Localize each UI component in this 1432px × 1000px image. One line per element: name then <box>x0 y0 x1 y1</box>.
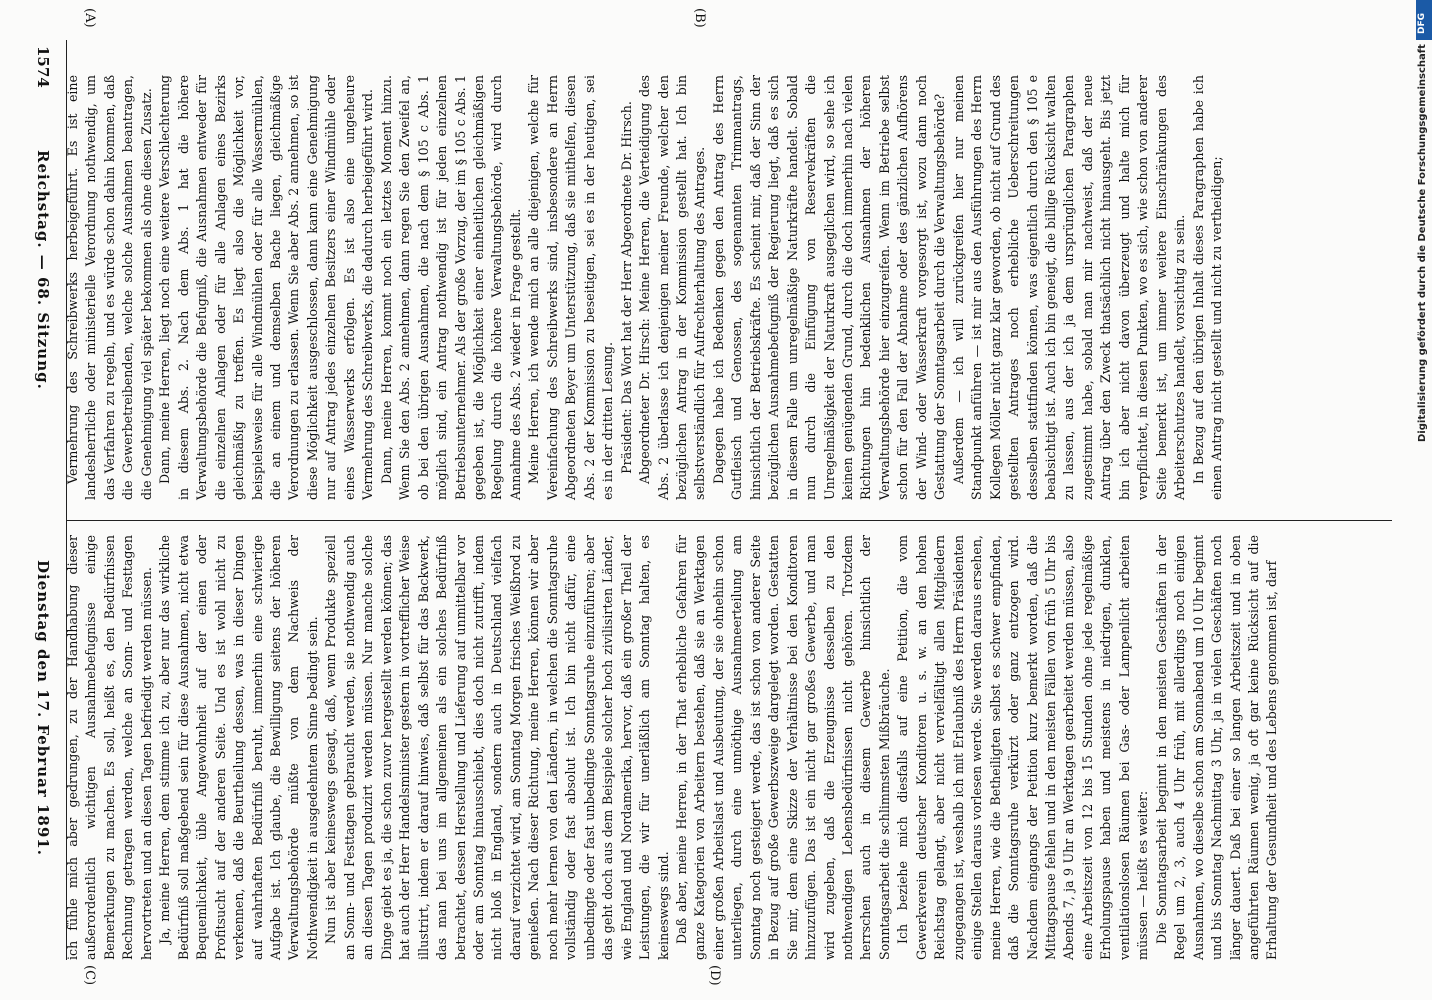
dfg-logo-band <box>1416 0 1432 40</box>
left-column-paragraph: Dagegen habe ich Bedenken gegen den Antrag des Herrn Gutfleisch und Genossen, des sogenannten Trimmantrags, hinsichtlich der Betriebskräfte. Es scheint mir, daß der Sinn der bezüglichen Ausnahmebefugniß der Regierung liegt, daß es sich in diesem Falle um unregelmäßige Naturkräfte handelt. Sobald nun durch die Einfügung von Reservekräften die Unregelmäßigkeit der Naturkraft ausgeglichen wird, so sehe ich keinen genügenden Grund, durch die doch immerhin nach vielen Richtungen hin bedenklichen Ausnahmen der höheren Verwaltungsbehörde hier einzugreifen. Wenn im Betriebe selbst schon für den Fall der Abnahme oder des gänzlichen Aufhörens der Wind- oder Wasserkraft vorgesorgt ist, wozu dann noch Gestattung der Sonntagsarbeit durch die Verwaltungsbehörde? <box>710 75 948 500</box>
left-column <box>64 75 1394 500</box>
right-column-paragraph: ich fühle mich aber gedrungen, zu der Handhabung dieser außerordentlich wichtigen Ausnahmebefugnisse einige Bemerkungen zu machen. Es soll, heißt es, den Bedürfnissen Rechnung getragen werden, welche an Sonn- und Festtagen hervortreten und an diesen Tagen befriedigt werden müssen. <box>65 535 154 960</box>
left-column-paragraph: In Bezug auf den übrigen Inhalt dieses Paragraphen habe ich einen Antrag nicht gestellt und nicht zu vertheidigen; <box>1190 75 1225 500</box>
left-column-paragraph: Abgeordneter Dr. Hirsch: Meine Herren, die Verteidigung des Abs. 2 überlasse ich denjenigen meiner Freunde, welcher den bezüglichen Antrag in der Kommission gestellt hat. Ich bin selbstverständlich für Aufrechterhaltung des Antrages. <box>637 75 708 500</box>
right-column-paragraph: Daß aber, meine Herren, in der That erhebliche Gefahren für ganze Kategorien von Arbeitern bestehen, daß sie an Werktagen einer großen Arbeitslast und Ausbeutung, der sie ohnehin schon unterliegen, durch eine unnöthige Ausnahmeerteilung am Sonntag noch gesteigert werde, das ist schon von anderer Seite in Bezug auf große Gewerbszweige dargelegt worden. Gestatten Sie mir, dem eine Skizze der Verhältnisse bei den Konditoren hinzuzufügen. Das ist ein nicht gar großes Gewerbe, und man wird zugeben, daß die Erzeugnisse desselben zu den nothwendigen Lebensbedürfnissen nicht gehören. Trotzdem herrschen auch in diesem Gewerbe hinsichtlich der Sonntagsarbeit die schlimmsten Mißbräuche. <box>673 535 892 960</box>
running-head-left: Reichstag. — 68. Sitzung. <box>34 150 52 390</box>
margin-mark-d: (D) <box>707 965 722 986</box>
left-column-paragraph: Außerdem — ich will zurückgreifen hier nur meinen Standpunkt anführen — ist mir aus den Ausführungen des Herrn Kollegen Möller nicht ganz klar geworden, ob nicht auf Grund des gestellten Antrages noch erhebliche Ueberschreitungen desselben stattfinden können, was eigentlich durch den § 105 e beabsichtigt ist. Auch ich bin geneigt, die billige Rücksicht walten zu lassen, aus der ich ja dem ursprünglichen Paragraphen zugestimmt habe, sobald man mir nachweist, daß der neue Antrag über den Zweck thatsächlich nicht hinausgeht. Bis jetzt bin ich aber nicht davon überzeugt und halte mich für verpflichtet, in diesen Punkten, wo es sich, wie schon von anderer Seite bemerkt ist, um immer weitere Einschränkungen des Arbeiterschutzes handelt, vorsichtig zu sein. <box>950 75 1188 500</box>
right-column-paragraph: Nun ist aber keineswegs gesagt, daß, wenn Produkte speziell an Sonn- und Festtagen gebraucht werden, sie nothwendig auch an diesen Tagen produzirt werden müssen. Nur manche solche Dinge giebt es ja, die schon zuvor hergestellt werden können; das hat auch der Herr Handelsminister gestern in vortrefflicher Weise illustrirt, indem er darauf hinwies, daß selbst für das Backwerk, das man bei uns im allgemeinen als ein solches Bedürfniß betrachtet, dessen Herstellung und Lieferung auf unmittelbar vor oder am Sonntag hinausschiebt, dies doch nicht zutrifft, indem nicht bloß in England, sondern auch in Deutschland vielfach darauf verzichtet wird, am Sonntag Morgen frisches Weißbrod zu genießen. Nach dieser Richtung, meine Herren, können wir aber noch mehr lernen von den Ländern, in welchen die Sonntagsruhe vollständig oder fast absolut ist. Ich bin nicht dafür, eine unbedingte oder fast unbedingte Sonntagsruhe einzuführen; aber das geht doch aus dem Beispiele solcher hoch zivilisirten Länder, wie England und Nordamerika, hervor, daß ein großer Theil der Leistungen, die wir für unerläßlich am Sonntag halten, es keineswegs sind. <box>323 535 671 960</box>
margin-mark-b: (B) <box>692 8 707 28</box>
page-number: 1574 <box>34 46 52 88</box>
dfg-logo: DFG <box>1417 12 1427 34</box>
left-column-paragraph: Meine Herren, ich wende mich an alle diejenigen, welche für Vereinfachung des Schreibwerks sind, insbesondere an Herrn Abgeordneten Beyer um Unterstützung, daß sie mithelfen, diesen Abs. 2 der Kommission zu beseitigen, sei es in der heutigen, sei es in der dritten Lesung. <box>526 75 616 500</box>
margin-mark-c: (C) <box>82 965 97 986</box>
running-head-right: Dienstag den 17. Februar 1891. <box>34 560 52 856</box>
dfg-funding-notice: Digitalisierung gefördert durch die Deutsche Forschungsgemeinschaft <box>1417 44 1428 442</box>
left-column-paragraph: Dann, meine Herren, kommt noch ein letztes Moment hinzu. Wenn Sie den Abs. 2 annehmen, dann regen Sie den Zweifel an, ob bei den übrigen Ausnahmen, die nach dem § 105 c Abs. 1 möglich sind, ein Antrag nothwendig ist für jeden einzelnen Betriebsunternehmer. Als der große Vorzug, der im § 105 c Abs. 1 gegeben ist, die Möglichkeit einer einheitlichen gleichmäßigen Regelung durch die höhere Verwaltungsbehörde, wird durch Annahme des Abs. 2 wieder in Frage gestellt. <box>378 75 523 500</box>
left-column-paragraph: Vermehrung des Schreibwerks herbeigeführt. Es ist eine landesherrliche oder ministerielle Verordnung nothwendig, um das Verfahren zu regeln, und es würde schon dahin kommen, daß die Gewerbetreibenden, welche solche Ausnahmen beantragen, die Genehmigung viel später bekommen als ohne diesen Zusatz. <box>65 75 154 500</box>
dfg-sidebar <box>1416 0 1432 1000</box>
right-column-paragraph: Ich beziehe mich diesfalls auf eine Petition, die vom Gewerkverein deutscher Konditoren u. s. w. an den hohen Reichstag gelangt, aber nicht vervielfältigt allen Mitgliedern zugegangen ist, weshalb ich mit Erlaubniß des Herrn Präsidenten einige Stellen daraus vorlesen werde. Sie werden daraus ersehen, meine Herren, wie die Betheiligten selbst es schwer empfinden, daß die Sonntagsruhe verkürzt oder ganz entzogen wird. Nachdem eingangs der Petition kurz bemerkt worden, daß die Mittagspause fehlen und in den meisten Fällen von früh 5 Uhr bis Abends 7, ja 9 Uhr an Werktagen gearbeitet werden müssen, also eine Arbeitszeit von 12 bis 15 Stunden ohne jede regelmäßige Erholungspause haben und meistens in niedrigen, dunklen, ventilationslosen Räumen bei Gas- oder Lampenlicht arbeiten müssen — heißt es weiter: <box>895 535 1151 960</box>
column-divider <box>67 520 1392 521</box>
left-column-paragraph: Dann, meine Herren, liegt noch eine weitere Verschlechterung in diesem Abs. 2. Nach dem Abs. 1 hat die höhere Verwaltungsbehörde die Befugniß, die Ausnahmen entweder für die einzelnen Anlagen oder für alle Anlagen eines Bezirks gleichmäßig zu treffen. Es liegt also die Möglichkeit vor, beispielsweise für alle Windmühlen oder für alle Wassermühlen, die an einem und demselben Bache liegen, gleichmäßige Verordnungen zu erlassen. Wenn Sie aber Abs. 2 annehmen, so ist diese Möglichkeit ausgeschlossen, dann kann eine Genehmigung nur auf Antrag jedes einzelnen Besitzers einer Windmühle oder eines Wasserwerks erfolgen. Es ist also eine ungeheure Vermehrung des Schreibwerks, die dadurch herbeigeführt wird. <box>157 75 376 500</box>
left-column-paragraph: Präsident: Das Wort hat der Herr Abgeordnete Dr. Hirsch. <box>618 101 634 474</box>
margin-mark-a: (A) <box>82 8 97 28</box>
right-column-paragraph: Die Sonntagsarbeit beginnt in den meisten Geschäften in der Regel um 2, 3, auch 4 Uhr früh, mit allerdings noch einigen Ausnahmen, wo dieselbe schon am Sonnabend um 10 Uhr beginnt und bis Sonntag Nachmittag 3 Uhr, ja in vielen Geschäften noch länger dauert. Daß bei einer so langen Arbeitszeit und in oben angeführten Räumen wenig, ja oft gar keine Rücksicht auf die Erhaltung der Gesundheit und des Lebens genommen ist, darf <box>1153 535 1280 960</box>
page-header <box>22 0 62 1000</box>
right-column <box>64 535 1394 960</box>
right-column-paragraph: Ja, meine Herren, dem stimme ich zu, aber nur das wirkliche Bedürfniß soll maßgebend sein für diese Ausnahmen, nicht etwa Bequemlichkeit, üble Angewohnheit auf der einen oder Profitsucht auf der anderen Seite. Und es ist wohl nicht zu verkennen, daß die Beurtheilung dessen, was in dieser Dingen auf wahrhaften Bedürfniß beruht, immerhin eine schwierige Aufgabe ist. Ich glaube, die Bewilligung seitens der höheren Verwaltungsbehörde müßte von dem Nachweis der Nothwendigkeit in ausgedehntem Sinne bedingt sein. <box>157 535 320 960</box>
